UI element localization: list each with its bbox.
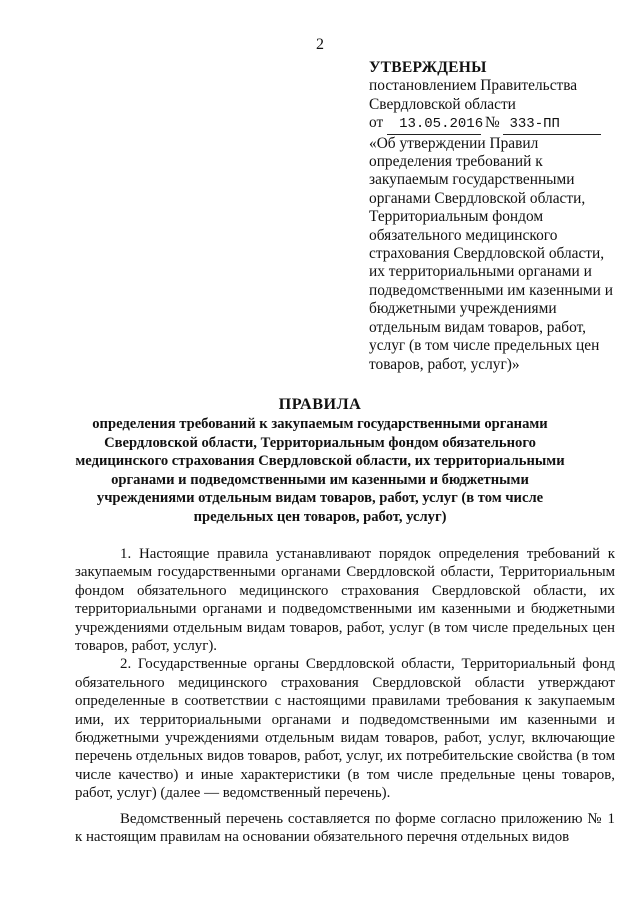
paragraph-2: 2. Государственные органы Свердловской области, Территориальный фонд обязательного медицинского страхования Свердловской области утверждают определенные в соответствии с настоящими правилами требования к закупаемым ими, их территориальными органами и подведомственными им казенными и бюджетными учреждениями отдельным видам товаров, работ, услуг, включающие перечень отдельных видов товаров, работ, услуг, их потребительские свойства (в том числе качество) и иные характеристики (в том числе предельные цены товаров, работ, услуг) (далее — ведомственный перечень). — [75, 656, 615, 802]
rules-heading — [0, 394, 640, 527]
paragraph-1: 1. Настоящие правила устанавливают порядок определения требований к закупаемым государственными органами Свердловской области, Территориальным фондом обязательного медицинского страхования Свердловской области, их территориальными органами и подведомственными им казенными и бюджетными учреждениями отдельным видам товаров, работ, услуг (в том числе предельных цен товаров, работ, услуг). — [75, 546, 615, 655]
approval-block — [369, 59, 619, 374]
rules-subtitle: определения требований к закупаемым государственными органами Свердловской области, Территориальным фондом обязательного медицинского страхования Свердловской области, их территориальными органами и подведомственными им казенными и бюджетными учреждениями отдельным видам товаров, работ, услуг (в том числе предельных цен товаров, работ, услуг) — [75, 416, 565, 525]
body-text — [75, 545, 615, 847]
date-prefix: от — [369, 114, 384, 132]
decree-title: «Об утверждении Правил определения требований к закупаемым государственными органами Свердловской области, Территориальным фондом обязательного медицинского страхования Свердловской области, их территориальными органами и подведомственными им казенными и бюджетными учреждениями отдельным видам товаров, работ, услуг (в том числе предельных цен товаров, работ, услуг)» — [369, 134, 613, 373]
approval-date-line — [369, 114, 619, 134]
approval-date: 13.05.2016 — [387, 115, 481, 134]
number-prefix: № — [484, 114, 500, 132]
approval-line-1: постановлением Правительства — [369, 77, 578, 95]
page-number: 2 — [316, 36, 324, 53]
paragraph-3: Ведомственный перечень составляется по форме согласно приложению № 1 к настоящим правилам на основании обязательного перечня отдельных видов — [75, 810, 615, 846]
approval-title: УТВЕРЖДЕНЫ — [369, 59, 487, 76]
approval-number: 333-ПП — [503, 115, 601, 134]
rules-title: ПРАВИЛА — [278, 395, 362, 413]
approval-line-2: Свердловской области — [369, 95, 516, 113]
